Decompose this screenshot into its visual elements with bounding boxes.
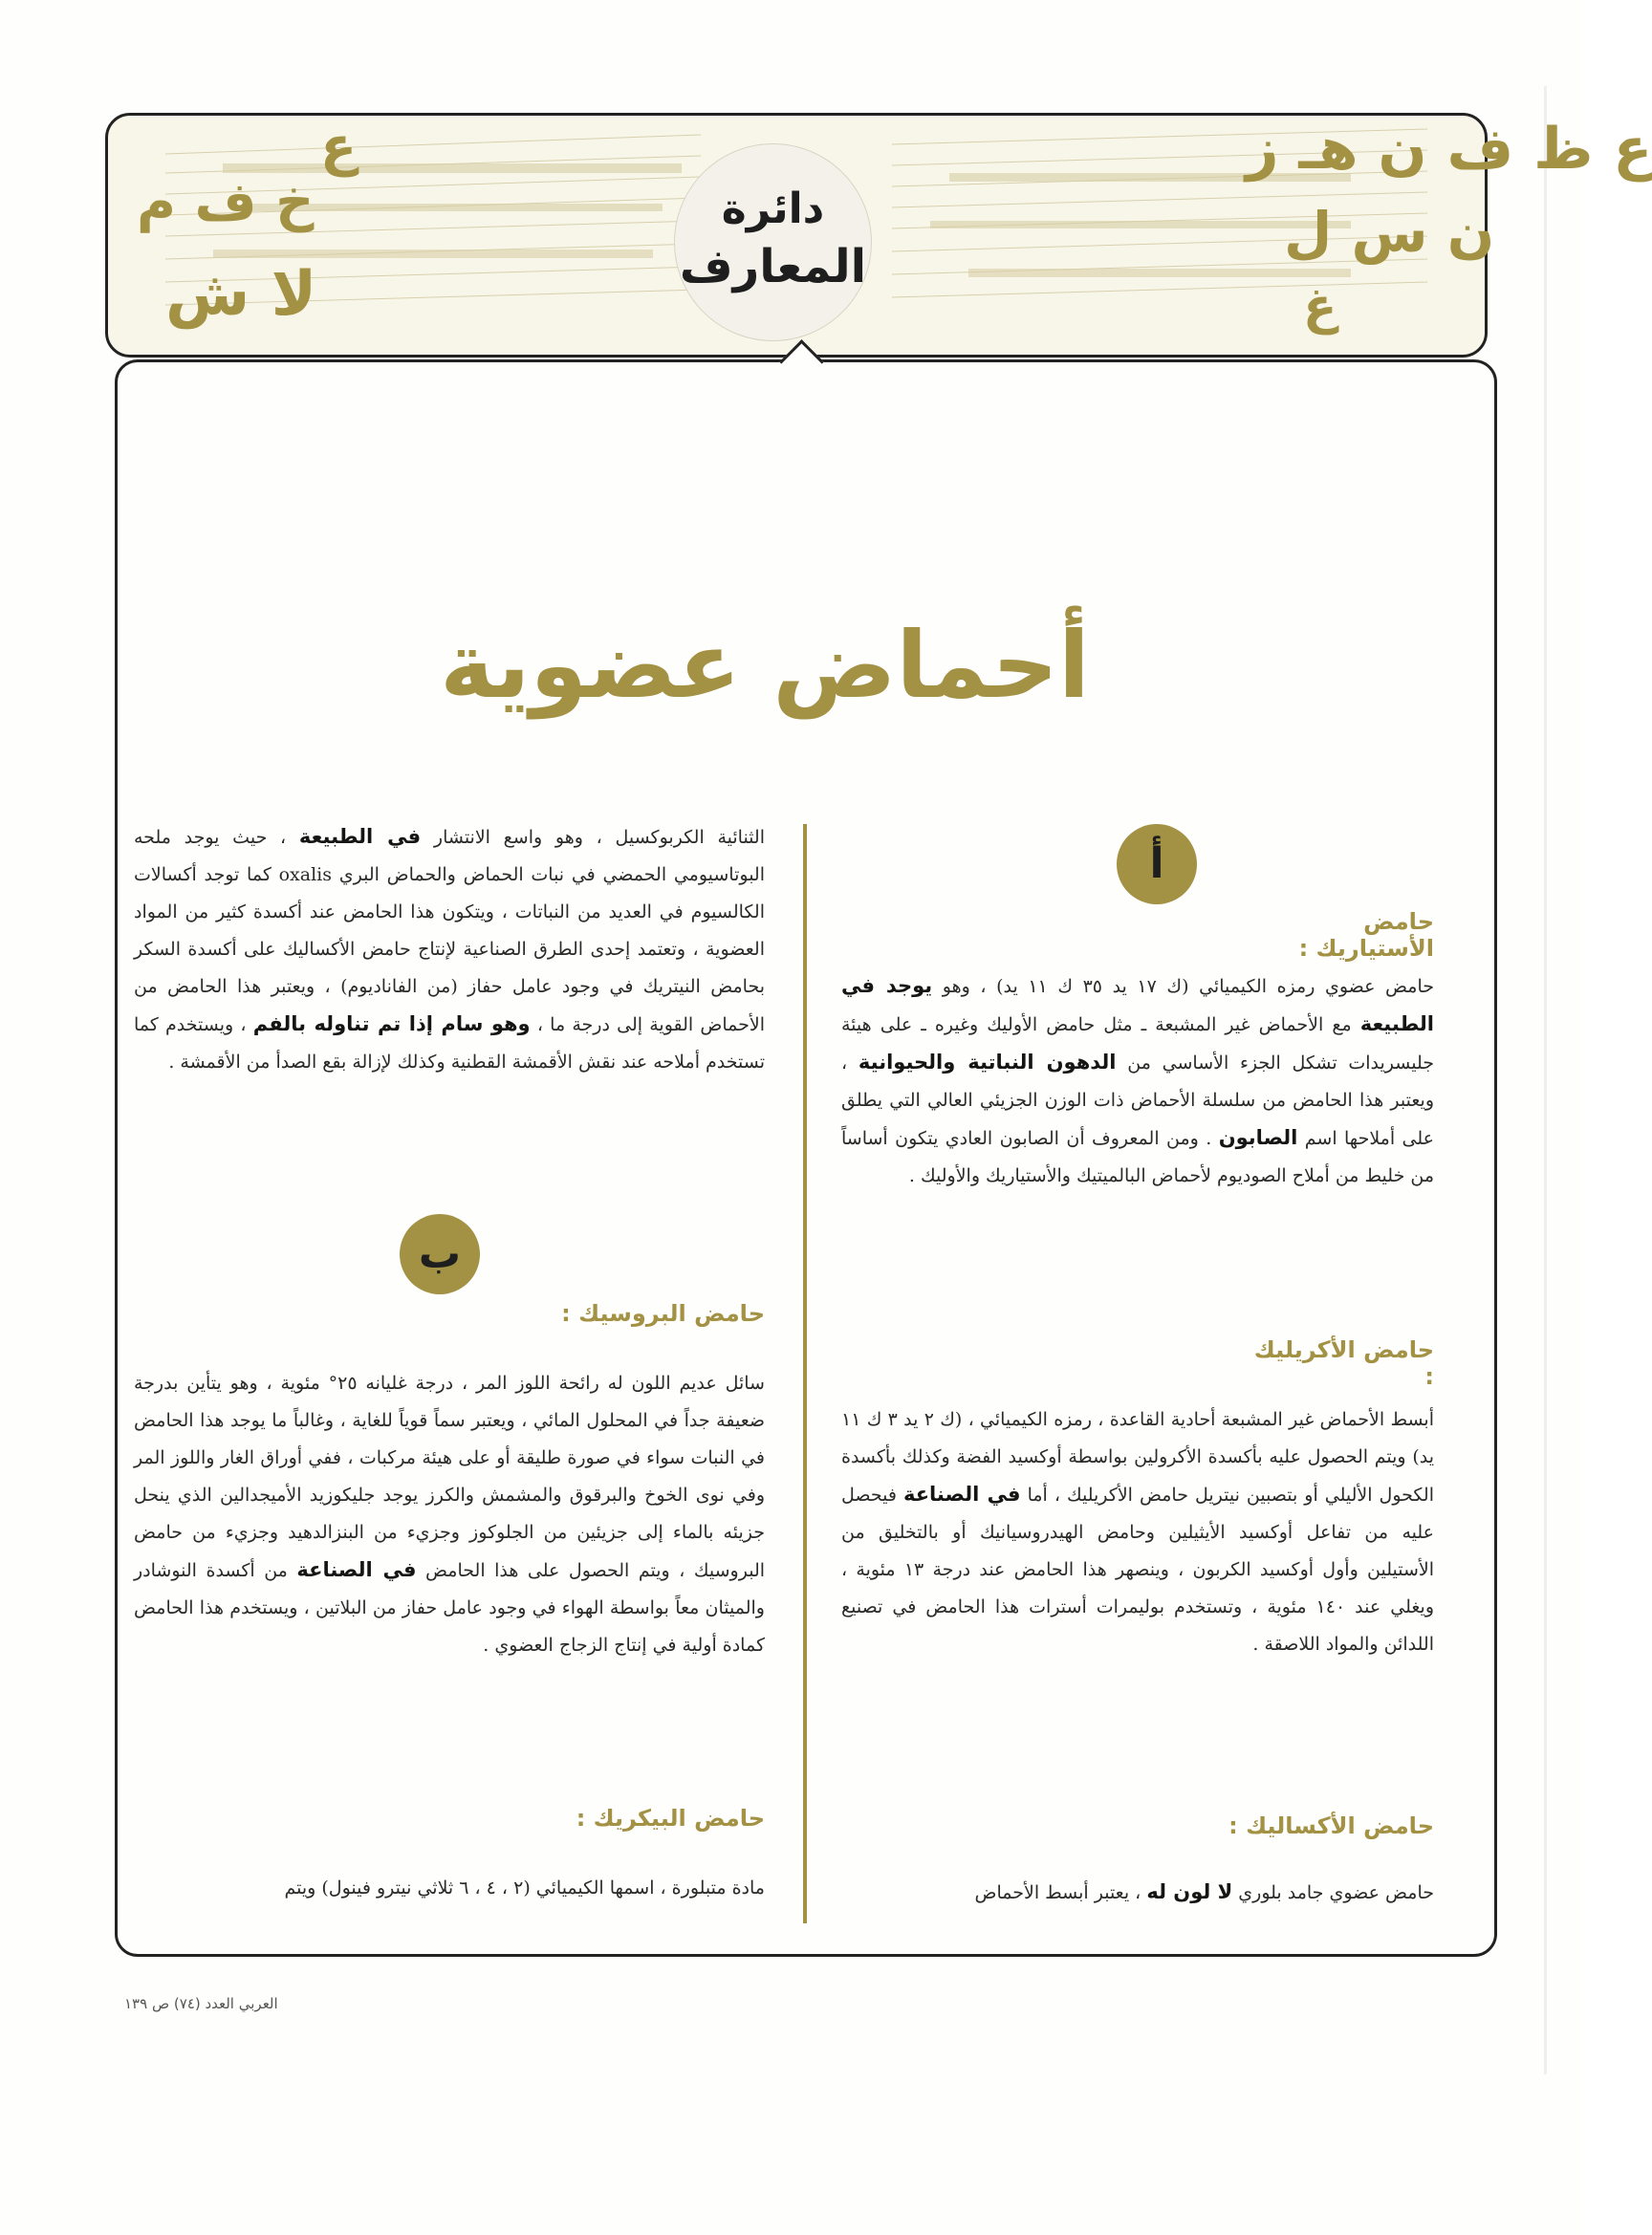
stearic-text-3: ، ويعتبر هذا الحامض من سلسلة الأحماض ذات الوزن الجزيئي العالي التي يطلق على أملاحها اسم	[841, 1052, 1434, 1149]
oxalic-cont-text-2: ، حيث يوجد ملحه البوتاسيومي الحمضي في نبات الحماض والحماض البري oxalis كما توجد أكسالات الكالسيوم في العديد من النباتات ، ويتكون هذا الحامض عند أكسدة كثير من المواد العضوية ، وتعتمد إحدى الطرق الصناعية لإنتاج حامض الأكساليك على أكسدة السكر بحامض النيتريك في وجود عامل حفاز (من الفاناديوم) ، ويعتبر هذا الحامض من الأحماض القوية إلى درجة ما ،	[134, 827, 766, 1035]
scan-edge	[1544, 86, 1547, 2074]
deco-letters-right-bottom: غ	[1303, 278, 1337, 336]
picric-text-1: مادة متبلورة ، اسمها الكيميائي (٢ ، ٤ ، ٦ ثلاثي نيترو فينول) ويتم	[284, 1877, 765, 1899]
paragraph-oxalic	[841, 1874, 1434, 1912]
paragraph-prussic	[134, 1365, 765, 1664]
deco-letters-left-bottom: لا ش	[165, 259, 317, 330]
stearic-bold-2: الدهون النباتية والحيوانية	[858, 1051, 1117, 1074]
oxalic-cont-bold-1: في الطبيعة	[298, 825, 422, 848]
heading-picric: حامض البيكريك :	[576, 1805, 765, 1832]
paragraph-oxalic-continued	[134, 818, 765, 1081]
prussic-bold-1: في الصناعة	[296, 1558, 417, 1581]
column-divider	[803, 824, 807, 1923]
oxalic-cont-text-1: الثنائية الكربوكسيل ، وهو واسع الانتشار	[433, 827, 765, 848]
section-badge-a: أ	[1117, 824, 1197, 904]
deco-letters-right-top: ع ظ ف ن هـ ز	[1246, 116, 1652, 183]
heading-stearic: حامض الأستياريك :	[1298, 908, 1434, 962]
deco-letters-left-top: ع	[320, 116, 358, 178]
oxalic-text-1: حامض عضوي جامد بلوري	[1238, 1882, 1434, 1903]
deco-letters-left-mid: خ ف م	[137, 171, 315, 233]
stearic-text-4: . ومن المعروف أن الصابون العادي يتكون أساساً من خليط من أملاح الصوديوم لأحماض البالميتيك والأستياريك والأوليك .	[841, 1128, 1434, 1186]
logo-line1: دائرة	[721, 184, 825, 233]
paragraph-picric	[134, 1870, 765, 1907]
prussic-text-1: سائل عديم اللون له رائحة اللوز المر ، درجة غليانه ٢٥° مئوية ، وهو يتأين بدرجة ضعيفة جداً في المحلول المائي ، ويعتبر سماً قوياً للغاية ، وغالباً ما يوجد هذا الحامض في النبات سواء في صورة طليقة أو على هيئة مركبات ، ففي أوراق الغار واللوز المر وفي نوى الخوخ والبرقوق والمشمش والكرز يوجد جليكوزيد الأميجدالين الذي ينحل جزيئه بالماء إلى جزيئين من الجلوكوز وجزيء من البنزالدهيد وجزيء من حامض البروسيك ، ويتم الحصول على هذا الحامض	[134, 1373, 766, 1581]
paragraph-acrylic	[841, 1401, 1434, 1663]
paragraph-stearic	[841, 967, 1434, 1195]
deco-letters-right-mid: ن س ل	[1284, 200, 1495, 265]
page-footer: العربي العدد (٧٤) ص ١٣٩	[124, 1995, 278, 2012]
acrylic-text-2: فيحصل عليه من تفاعل أوكسيد الأيثيلين وحامض الهيدروسيانيك أو بالتخليق من الأستيلين وأول أوكسيد الكربون ، وينصهر هذا الحامض عند درجة ١٣ مئوية ، ويغلي عند ١٤٠ مئوية ، وتستخدم بوليمرات أسترات هذا الحامض في تصنيع اللدائن والمواد اللاصقة .	[841, 1485, 1434, 1655]
oxalic-cont-bold-2: وهو سام إذا تم تناوله بالفم	[252, 1012, 531, 1035]
logo	[674, 143, 872, 341]
oxalic-bold-1: لا لون له	[1146, 1880, 1233, 1903]
stearic-text-1: حامض عضوي رمزه الكيميائي (ك ١٧ يد ٣٥ ك ١١ يد) ، وهو	[942, 976, 1435, 997]
heading-oxalic: حامض الأكساليك :	[1228, 1812, 1434, 1839]
stearic-bold-3: الصابون	[1218, 1126, 1298, 1149]
stearic-text-2: مع الأحماض غير المشبعة ـ مثل حامض الأوليك وغيره ـ على هيئة جليسريدات تشكل الجزء الأساسي من	[841, 1014, 1434, 1074]
acrylic-text-1: أبسط الأحماض غير المشبعة أحادية القاعدة ، رمزه الكيميائي ، (ك ٢ يد ٣ ك ١١ يد) ويتم الحصول عليه بأكسدة الأكرولين بواسطة أوكسيد الفضة وكذلك بأكسدة الكحول الأليلي أو بتصبين نيتريل حامض الأكريليك ، أما	[841, 1409, 1434, 1506]
heading-acrylic: حامض الأكريليك :	[1253, 1336, 1434, 1390]
oxalic-text-2: ، يعتبر أبسط الأحماض	[974, 1882, 1141, 1903]
acrylic-bold-1: في الصناعة	[902, 1483, 1021, 1506]
section-badge-b: ب	[400, 1214, 480, 1294]
oxalic-cont-text-3: ، ويستخدم كما تستخدم أملاحه عند نقش الأقمشة القطنية وكذلك لإزالة بقع الصدأ من الأقمشة .	[134, 1014, 765, 1073]
stearic-bold-1: يوجد في الطبيعة	[841, 974, 1434, 1035]
prussic-text-2: من أكسدة النوشادر والميثان معاً بواسطة الهواء في وجود عامل حفاز من البلاتين ، ويستخدم هذا الحامض كمادة أولية في إنتاج الزجاج العضوي .	[134, 1560, 765, 1656]
article-title: أحماض عضوية	[440, 612, 1090, 719]
heading-prussic: حامض البروسيك :	[561, 1300, 765, 1327]
logo-line2: المعارف	[679, 240, 867, 293]
